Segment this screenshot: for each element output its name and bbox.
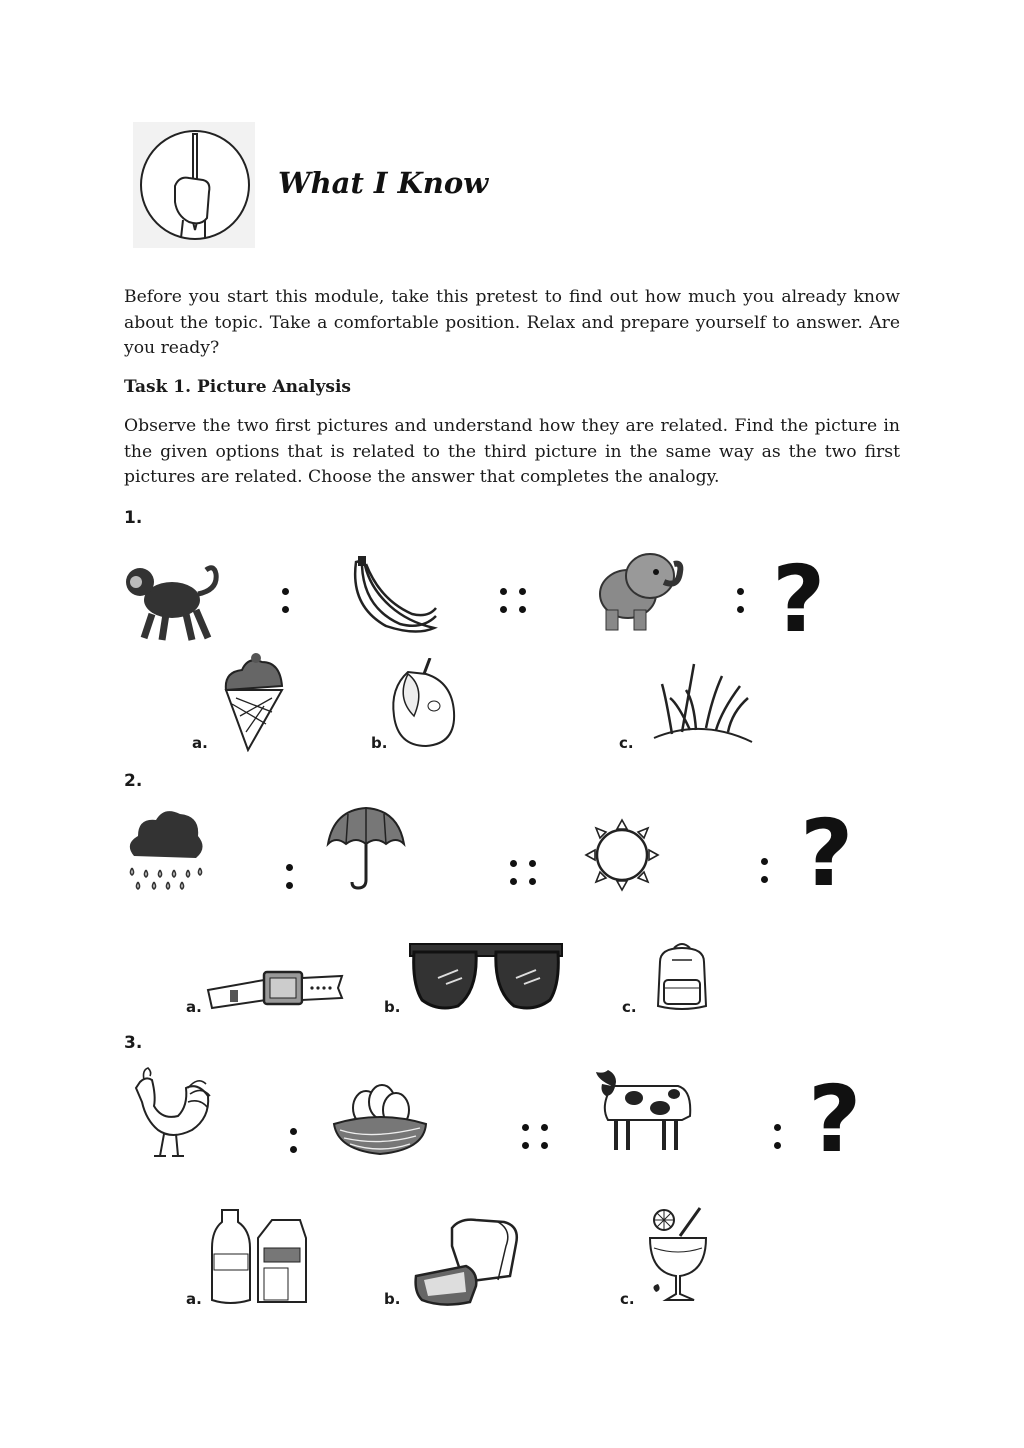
mango-icon[interactable] — [386, 658, 460, 750]
option-letter[interactable]: c. — [620, 1290, 635, 1308]
ratio-colon — [290, 1128, 298, 1164]
question-mark-icon: ? — [800, 800, 854, 907]
question-mark-icon: ? — [808, 1066, 862, 1173]
bread-icon[interactable] — [412, 1216, 522, 1308]
cow-icon — [594, 1066, 696, 1154]
option-letter[interactable]: b. — [371, 734, 388, 752]
question-mark-icon: ? — [772, 546, 826, 653]
wristwatch-icon[interactable] — [204, 964, 346, 1012]
question-number: 2. — [124, 771, 143, 791]
option-letter[interactable]: b. — [384, 998, 401, 1016]
umbrella-icon — [326, 804, 406, 890]
backpack-icon[interactable] — [654, 940, 710, 1012]
page-title: What I Know — [278, 166, 489, 200]
grass-icon[interactable] — [652, 658, 756, 746]
ratio-colon — [774, 1124, 782, 1160]
juice-drink-icon[interactable] — [646, 1206, 710, 1306]
option-letter[interactable]: a. — [192, 734, 208, 752]
sunglasses-icon[interactable] — [408, 940, 564, 1012]
option-letter[interactable]: c. — [619, 734, 634, 752]
question-number: 3. — [124, 1033, 143, 1053]
intro-paragraph: Before you start this module, take this pretest to find out how much you already know about the topic. Take a comfortable position. Relax and prepare yourself to answer. Are you ready? — [124, 287, 900, 358]
option-letter[interactable]: b. — [384, 1290, 401, 1308]
option-letter[interactable]: a. — [186, 998, 202, 1016]
option-letter[interactable]: a. — [186, 1290, 202, 1308]
ratio-colon — [286, 864, 294, 900]
task-instructions: Observe the two first pictures and understand how they are related. Find the picture in the given options that is related to the third picture in the same way as the two first pictures are related. Choose the answer that completes the analogy. — [124, 416, 900, 487]
sun-icon — [582, 816, 662, 894]
eggs-in-nest-icon — [330, 1084, 430, 1156]
milk-icon[interactable] — [210, 1208, 310, 1306]
banana-icon — [346, 556, 440, 638]
ratio-double-colon — [522, 1124, 548, 1160]
ratio-colon — [737, 588, 745, 624]
ratio-double-colon — [510, 860, 536, 896]
rain-cloud-icon — [124, 804, 208, 890]
task-title: Task 1. Picture Analysis — [124, 377, 351, 397]
question-number: 1. — [124, 508, 143, 528]
ice-cream-icon[interactable] — [218, 652, 290, 752]
ratio-colon — [282, 588, 290, 624]
elephant-icon — [592, 548, 686, 634]
monkey-icon — [122, 560, 220, 642]
ratio-colon — [761, 858, 769, 894]
rooster-icon — [132, 1066, 212, 1158]
hand-holding-pencil-icon — [133, 122, 255, 248]
ratio-double-colon — [500, 588, 526, 624]
option-letter[interactable]: c. — [622, 998, 637, 1016]
